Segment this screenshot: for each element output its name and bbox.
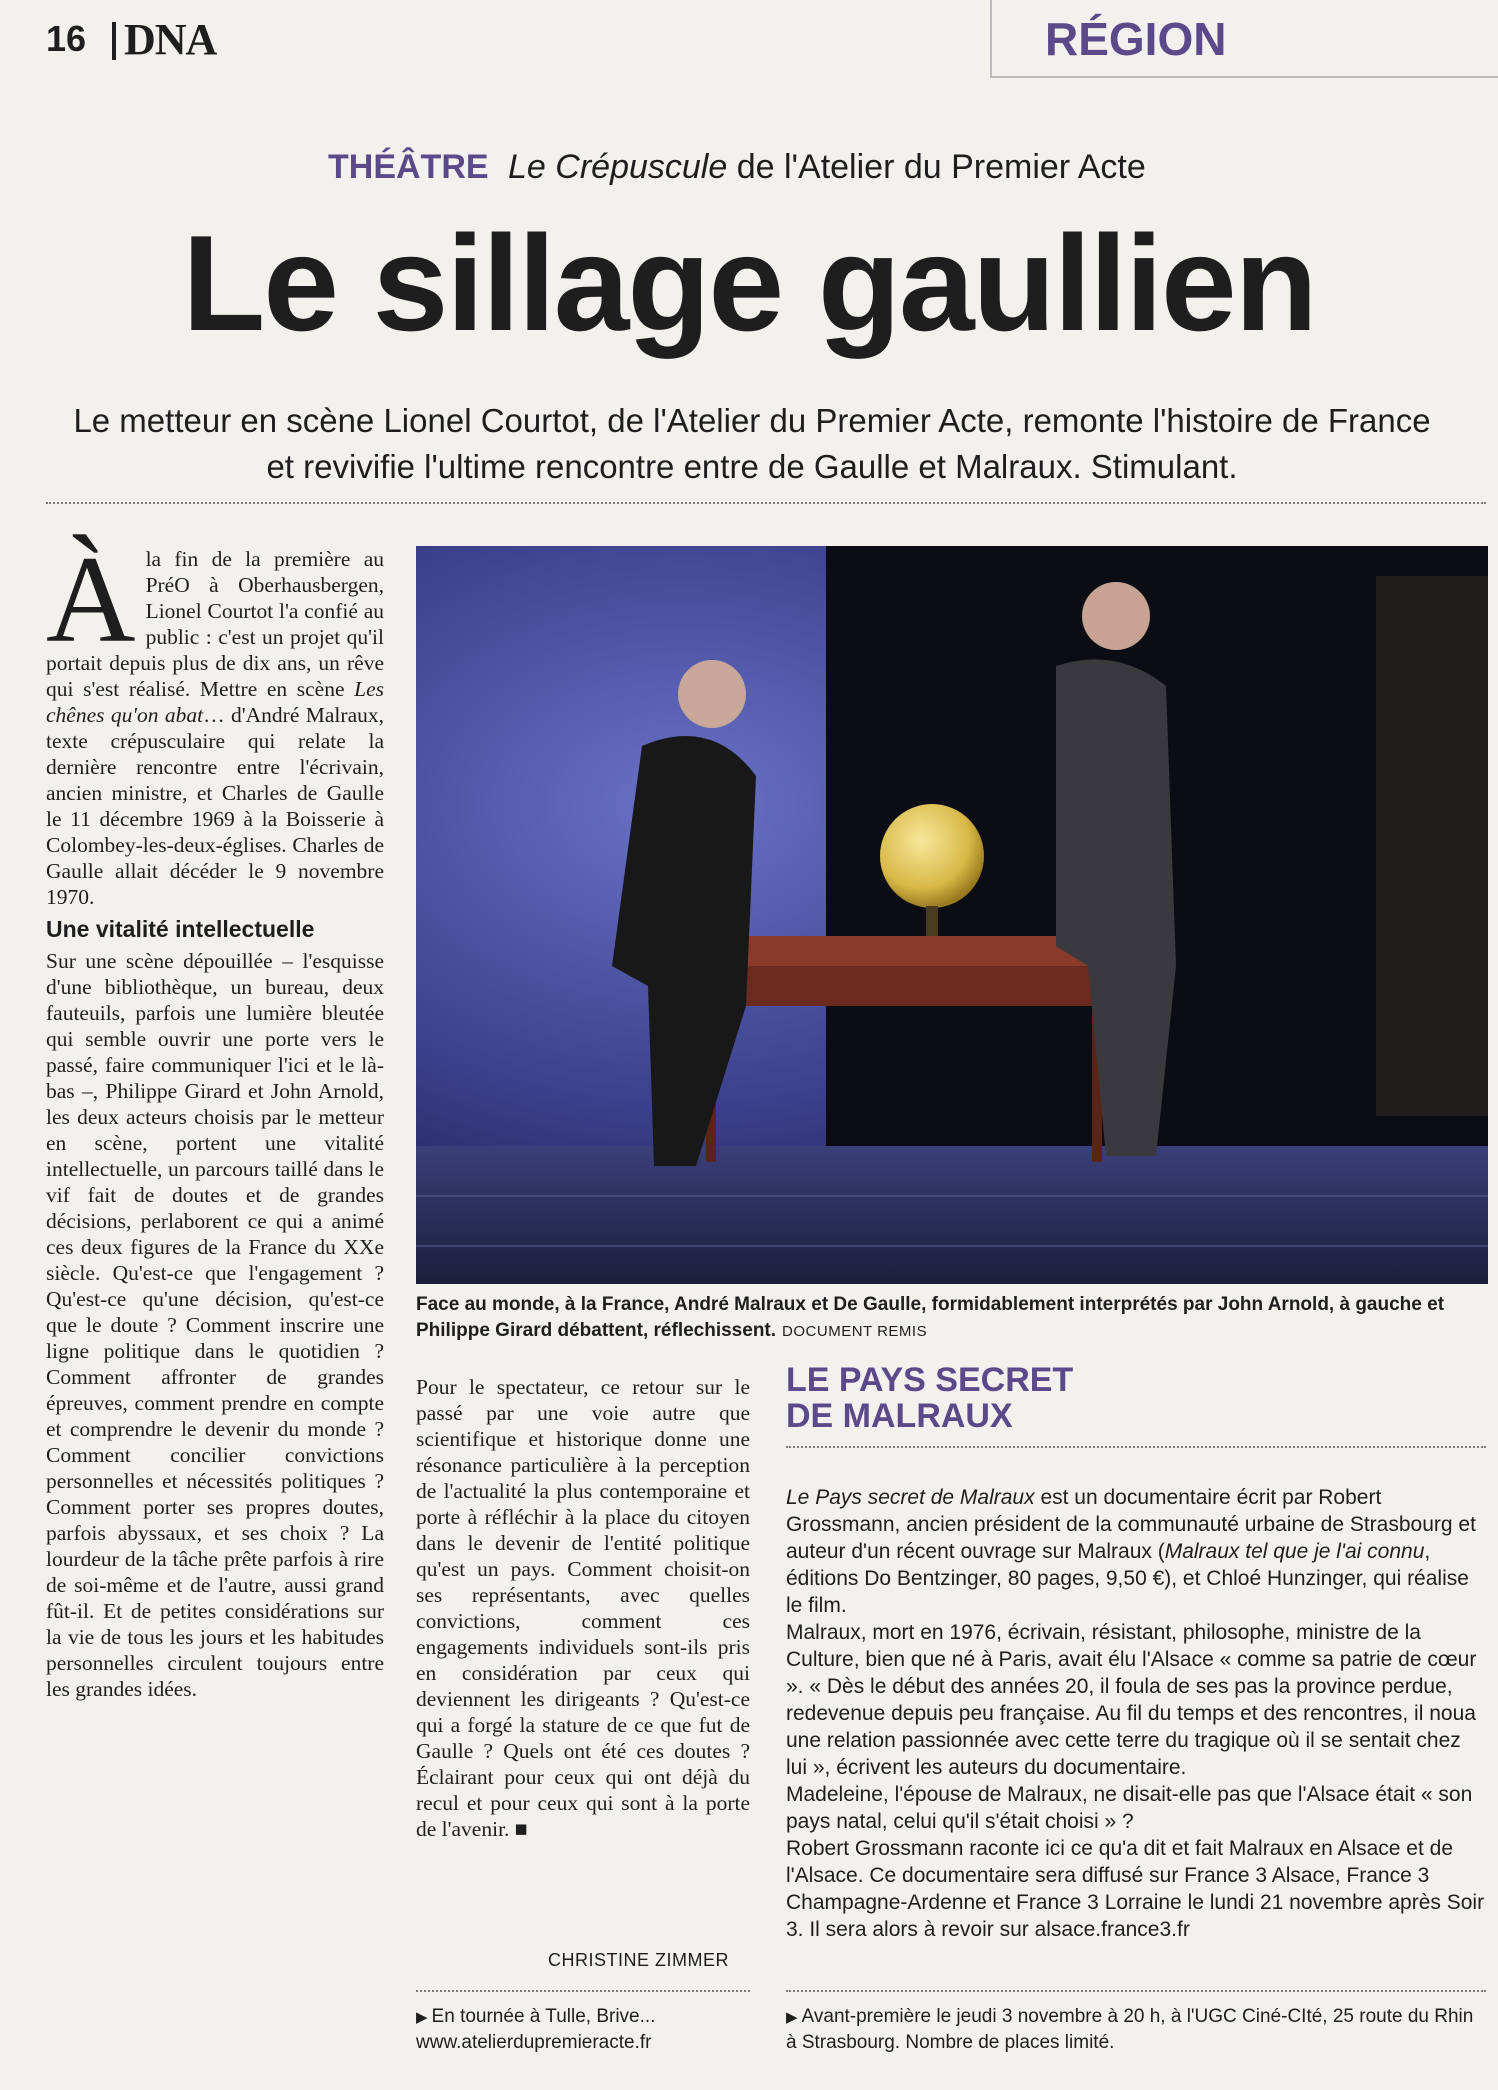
box-title: LE PAYS SECRET DE MALRAUX xyxy=(786,1361,1074,1435)
stage-photo xyxy=(416,546,1488,1284)
kicker-title: Le Crépuscule xyxy=(508,148,728,186)
premiere-info: ▶ Avant-première le jeudi 3 novembre à 20 h, à l'UGC Ciné-CIté, 25 route du Rhin à Strasbourg. Nombre de places limité. xyxy=(786,2006,1474,2053)
website-link[interactable]: www.atelierdupremieracte.fr xyxy=(416,2032,652,2053)
section-label: RÉGION xyxy=(1045,13,1227,65)
headline: Le sillage gaullien xyxy=(182,207,1316,359)
arrow-icon: ▶ xyxy=(786,2009,798,2026)
film-title: Le Pays secret de Malraux xyxy=(786,1486,1035,1509)
body-paragraph: Pour le spectateur, ce retour sur le passé par une voie autre que scientifique et historique donne une résonance particulière à la perception de l'actualité la plus contemporaine et porte à réfléchir à la place du citoyen dans le devenir de l'entité politique qu'est un pays. Comment choisit-on ses représentants, avec quelles convictions, comment ces engagements individuels sont-ils pris en considération par ceux qui deviennent les dirigeants ? Qu'est-ce qui a forgé la stature de ce que fut de Gaulle ? Quels ont été ces doutes ? Éclairant pour ceux qui ont déjà du recul et pour ceux qui sont à la porte de l'avenir. ■ xyxy=(416,1375,750,1841)
page-number: 16 xyxy=(46,18,87,59)
standfirst: Le metteur en scène Lionel Courtot, de l'Atelier du Premier Acte, remonte l'histoire de France et revivifie l'ultime rencontre entre de Gaulle et Malraux. Stimulant. xyxy=(73,402,1431,485)
col2-divider xyxy=(416,1990,750,1992)
subhead: Une vitalité intellectuelle xyxy=(46,916,315,942)
body-paragraph: Sur une scène dépouillée – l'esquisse d'une bibliothèque, un bureau, deux fauteuils, parfois une lumière bleutée qui semble ouvrir une porte vers le passé, faire communiquer l'ici et le là-bas –, Philippe Girard et John Arnold, les deux acteurs choisis par le metteur en scène, portent une vitalité intellectuelle, un parcours taillé dans le vif fait de doutes et de grandes décisions, perlaborent ce qui a animé ces deux figures de la France du XXe siècle. Qu'est-ce que l'engagement ? Qu'est-ce qu'une décision, qu'est-ce que le doute ? Comment inscrire une ligne politique dans le quotidien ? Comment affronter de grandes épreuves, comment prendre en compte et comprendre le devenir du monde ? Comment concilier convictions personnelles et nécessités politiques ? Comment porter ses propres doutes, parfois abyssaux, et ses choix ? La lourdeur de la tâche prête parfois à rire de soi-même et de l'autre, aussi grand fût-il. Et de petites considérations sur la vie de tous les jours et les habitudes personnelles circulent toujours entre les grandes idées. xyxy=(46,949,384,1701)
kicker xyxy=(328,148,1146,187)
kicker-category: THÉÂTRE xyxy=(328,148,489,186)
box-paragraph: Malraux, mort en 1976, écrivain, résistant, philosophe, ministre de la Culture, bien que né à Paris, avait élu l'Alsace « comme sa patrie de cœur ». « Dès le début des années 20, il foula de ses pas la province perdue, redevenue depuis peu française. Au fil du temps et des rencontres, il noua une relation passionnée avec cette terre du tragique où il se sentait chez lui », écrivent les auteurs du documentaire. xyxy=(786,1621,1477,1779)
arrow-icon: ▶ xyxy=(416,2009,428,2026)
headline-divider xyxy=(46,502,1486,504)
book-title: Malraux tel que je l'ai connu xyxy=(1164,1540,1425,1563)
box-body xyxy=(786,1484,1486,1943)
masthead-logo: DNA xyxy=(124,15,217,64)
article-column-1 xyxy=(46,531,384,1702)
author-signature: CHRISTINE ZIMMER xyxy=(548,1950,729,1970)
box-footer-divider xyxy=(786,1990,1486,1992)
article-column-2 xyxy=(416,1374,750,1842)
photo-credit: DOCUMENT REMIS xyxy=(782,1323,928,1340)
photo-caption: Face au monde, à la France, André Malraux et De Gaulle, formidablement interprétés par John Arnold, à gauche et Philippe Girard débattent, réflechissent. DOCUMENT REMIS xyxy=(416,1294,1445,1341)
header-divider xyxy=(112,22,116,60)
tour-info: ▶ En tournée à Tulle, Brive... www.atelierdupremieracte.fr xyxy=(416,2004,750,2055)
drop-cap: À xyxy=(46,531,136,668)
box-paragraph: Le Pays secret de Malraux est un documentaire écrit par Robert Grossmann, ancien président de la communauté urbaine de Strasbourg et auteur d'un récent ouvrage sur Malraux (Malraux tel que je l'ai connu, éditions Do Bentzinger, 80 pages, 9,50 €), et Chloé Hunzinger, qui réalise le film. xyxy=(786,1486,1476,1617)
kicker-rest: de l'Atelier du Premier Acte xyxy=(736,148,1146,186)
lead-paragraph: Àla fin de la première au PréO à Oberhausbergen, Lionel Courtot l'a confié au public : c'est un projet qu'il portait depuis plus de dix ans, un rêve qui s'est réalisé. Mettre en scène Les chênes qu'on abat… d'André Malraux, texte crépusculaire qui relate la dernière rencontre entre l'écrivain, ancien ministre, et Charles de Gaulle le 11 décembre 1969 à la Boisserie à Colombey-les-deux-églises. Charles de Gaulle allait décéder le 9 novembre 1970. xyxy=(46,531,384,909)
play-title: Les chênes qu'on abat xyxy=(46,677,384,727)
box-paragraph: Robert Grossmann raconte ici ce qu'a dit et fait Malraux en Alsace et de l'Alsace. Ce documentaire sera diffusé sur France 3 Alsace, France 3 Champagne-Ardenne et France 3 Lorraine le lundi 21 novembre après Soir 3. Il sera alors à revoir sur alsace.france3.fr xyxy=(786,1837,1485,1941)
box-divider xyxy=(786,1446,1486,1448)
box-paragraph: Madeleine, l'épouse de Malraux, ne disait-elle pas que l'Alsace était « son pays natal, celui qu'il s'était choisi » ? xyxy=(786,1783,1473,1833)
